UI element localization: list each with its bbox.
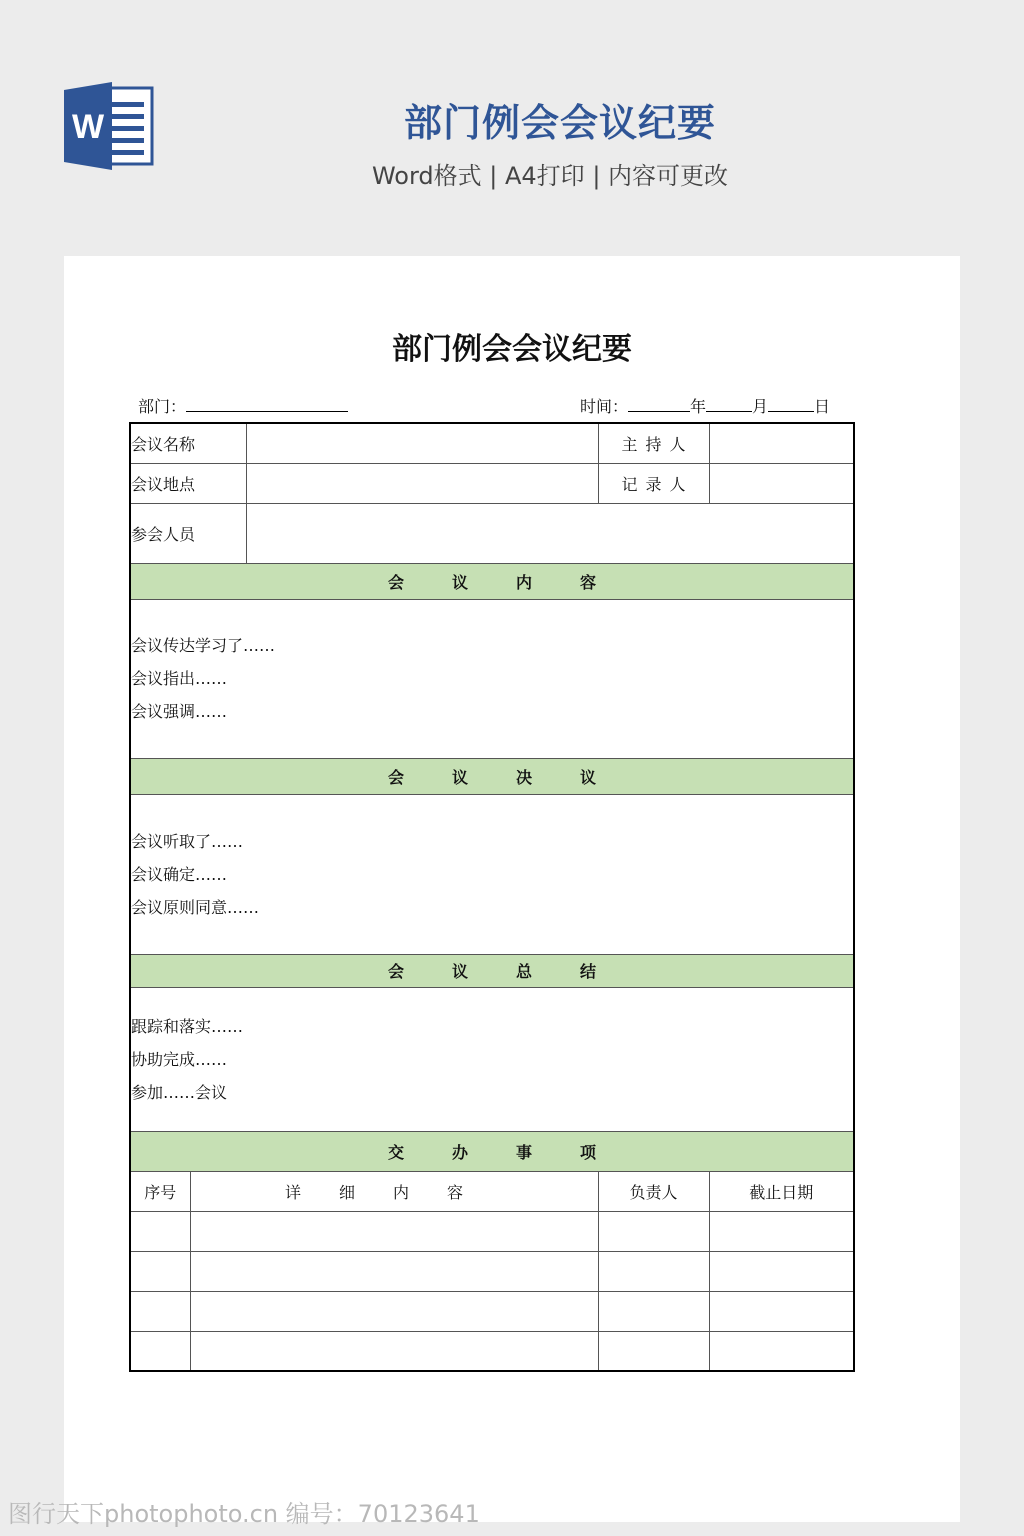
meeting-name-value[interactable] xyxy=(246,423,598,463)
section-body-summary[interactable] xyxy=(130,987,854,1131)
cell-deadline[interactable] xyxy=(709,1211,854,1251)
watermark-text: 图行天下photophoto.cn 编号：70123641 xyxy=(8,1500,480,1528)
word-logo-letter: W xyxy=(71,108,105,146)
cell-deadline[interactable] xyxy=(709,1291,854,1331)
word-doc-icon xyxy=(64,82,156,170)
cell-owner[interactable] xyxy=(598,1211,709,1251)
time-label: 时间： xyxy=(580,397,629,416)
content-line: 会议强调…… xyxy=(131,702,228,721)
cell-detail[interactable] xyxy=(190,1251,598,1291)
table-row xyxy=(130,1291,854,1331)
row-meeting-place xyxy=(130,463,854,503)
cell-detail[interactable] xyxy=(190,1291,598,1331)
section-body-content[interactable] xyxy=(130,599,854,758)
document-title: 部门例会会议纪要 xyxy=(392,332,632,367)
decision-line: 会议听取了…… xyxy=(131,831,244,851)
cell-owner[interactable] xyxy=(598,1331,709,1371)
host-label: 主 持 人 xyxy=(598,423,709,463)
cell-no[interactable] xyxy=(130,1291,190,1331)
month-blank[interactable] xyxy=(706,397,752,412)
summary-line: 协助完成…… xyxy=(131,1049,228,1069)
attendees-value[interactable] xyxy=(246,503,854,563)
year-blank[interactable] xyxy=(628,397,690,412)
department-field xyxy=(138,394,348,417)
cell-no[interactable] xyxy=(130,1251,190,1291)
department-blank[interactable] xyxy=(186,397,348,412)
task-table-header xyxy=(130,1171,854,1211)
section-heading-decision: 会 议 决 议 xyxy=(130,758,854,794)
cell-no[interactable] xyxy=(130,1331,190,1371)
date-field xyxy=(580,394,830,417)
section-body-decision[interactable] xyxy=(130,794,854,954)
cell-deadline[interactable] xyxy=(709,1331,854,1371)
cell-deadline[interactable] xyxy=(709,1251,854,1291)
cell-detail[interactable] xyxy=(190,1211,598,1251)
section-heading-tasks: 交 办 事 项 xyxy=(130,1131,854,1171)
table-row xyxy=(130,1331,854,1371)
decision-line: 会议确定…… xyxy=(131,864,228,884)
table-row xyxy=(130,1251,854,1291)
minutes-form xyxy=(129,422,855,1372)
section-heading-content: 会 议 内 容 xyxy=(130,563,854,599)
host-value[interactable] xyxy=(709,423,854,463)
day-label: 日 xyxy=(814,397,831,416)
content-line: 会议指出…… xyxy=(131,669,228,688)
table-row xyxy=(130,1211,854,1251)
section-heading-summary: 会 议 总 结 xyxy=(130,954,854,987)
row-attendees xyxy=(130,503,854,563)
summary-line: 参加……会议 xyxy=(131,1082,228,1102)
col-header-owner: 负责人 xyxy=(598,1171,709,1211)
summary-line: 跟踪和落实…… xyxy=(131,1016,244,1036)
col-header-detail: 详 细 内 容 xyxy=(190,1171,598,1211)
cell-owner[interactable] xyxy=(598,1291,709,1331)
cell-owner[interactable] xyxy=(598,1251,709,1291)
day-blank[interactable] xyxy=(768,397,814,412)
meeting-place-value[interactable] xyxy=(246,463,598,503)
header-subtitle: Word格式 | A4打印 | 内容可更改 xyxy=(371,162,729,190)
recorder-label: 记 录 人 xyxy=(598,463,709,503)
meeting-name-label: 会议名称 xyxy=(130,423,246,463)
meeting-place-label: 会议地点 xyxy=(130,463,246,503)
decision-line: 会议原则同意…… xyxy=(131,897,260,917)
year-label: 年 xyxy=(690,397,707,416)
month-label: 月 xyxy=(752,397,769,416)
department-label: 部门： xyxy=(138,397,187,416)
row-meeting-name xyxy=(130,423,854,463)
cell-detail[interactable] xyxy=(190,1331,598,1371)
col-header-no: 序号 xyxy=(130,1171,190,1211)
col-header-deadline: 截止日期 xyxy=(709,1171,854,1211)
attendees-label: 参会人员 xyxy=(130,503,246,563)
recorder-value[interactable] xyxy=(709,463,854,503)
cell-no[interactable] xyxy=(130,1211,190,1251)
header-title: 部门例会会议纪要 xyxy=(403,101,716,145)
content-line: 会议传达学习了…… xyxy=(131,636,276,655)
